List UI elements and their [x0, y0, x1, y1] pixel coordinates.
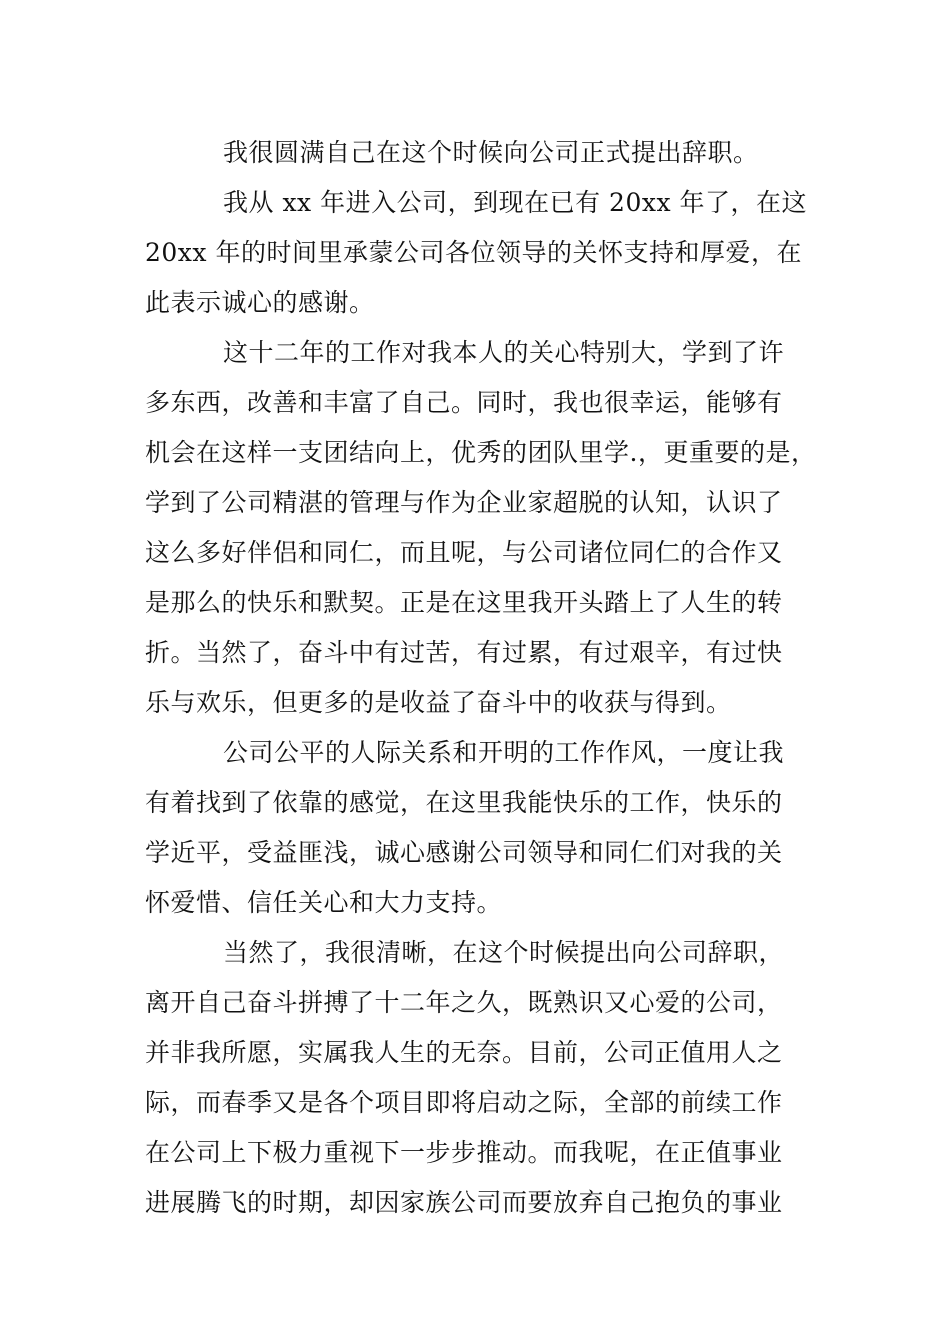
paragraph-5: [145, 928, 825, 1228]
document-body: [145, 128, 825, 1228]
text-line: 是那么的快乐和默契。正是在这里我开头踏上了人生的转: [145, 588, 783, 617]
text-line: 机会在这样一支团结向上，优秀的团队里学.，更重要的是，: [145, 438, 817, 467]
text-line: 离开自己奋斗拼搏了十二年之久，既熟识又心爱的公司，: [145, 988, 783, 1017]
text-line: 这十二年的工作对我本人的关心特别大，学到了许: [223, 338, 785, 367]
text-line: 乐与欢乐，但更多的是收益了奋斗中的收获与得到。: [145, 688, 732, 717]
text-line: 20xx 年的时间里承蒙公司各位领导的关怀支持和厚爱，在: [145, 238, 802, 267]
text-line: 多东西，改善和丰富了自己。同时，我也很幸运，能够有: [145, 388, 783, 417]
text-line: 学近平，受益匪浅，诚心感谢公司领导和同仁们对我的关: [145, 838, 783, 867]
text-line: 进展腾飞的时期，却因家族公司而要放弃自己抱负的事业: [145, 1188, 783, 1217]
text-line: 我很圆满自己在这个时候向公司正式提出辞职。: [223, 138, 759, 167]
text-line: 有着找到了依靠的感觉，在这里我能快乐的工作，快乐的: [145, 788, 783, 817]
text-line: 当然了，我很清晰，在这个时候提出向公司辞职，: [223, 938, 785, 967]
text-line: 并非我所愿，实属我人生的无奈。目前，公司正值用人之: [145, 1038, 783, 1067]
text-line: 此表示诚心的感谢。: [145, 288, 375, 317]
text-line: 折。当然了，奋斗中有过苦，有过累，有过艰辛，有过快: [145, 638, 783, 667]
text-line: 怀爱惜、信任关心和大力支持。: [145, 888, 503, 917]
text-line: 公司公平的人际关系和开明的工作作风，一度让我: [223, 738, 785, 767]
text-line: 际，而春季又是各个项目即将启动之际，全部的前续工作: [145, 1088, 783, 1117]
text-line: 这么多好伴侣和同仁，而且呢，与公司诸位同仁的合作又: [145, 538, 783, 567]
paragraph-2: [145, 178, 825, 328]
paragraph-1: [145, 128, 825, 178]
paragraph-3: [145, 328, 825, 728]
text-line: 我从 xx 年进入公司，到现在已有 20xx 年了，在这: [223, 188, 807, 217]
text-line: 在公司上下极力重视下一步步推动。而我呢，在正值事业: [145, 1138, 783, 1167]
paragraph-4: [145, 728, 825, 928]
text-line: 学到了公司精湛的管理与作为企业家超脱的认知，认识了: [145, 488, 783, 517]
